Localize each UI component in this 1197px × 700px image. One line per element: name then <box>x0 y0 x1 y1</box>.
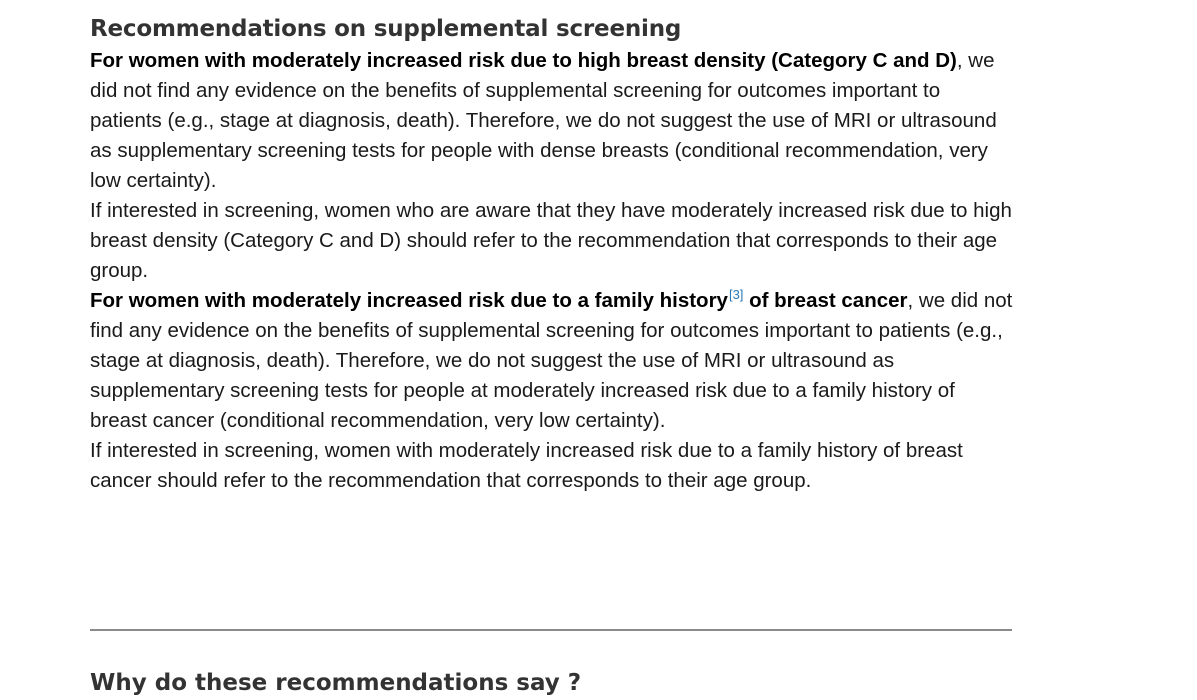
next-section-title: Why do these recommendations say ? <box>90 670 582 696</box>
footnote-link[interactable]: [3] <box>728 287 744 303</box>
section-title: Recommendations on supplemental screening <box>90 16 682 42</box>
paragraph-body: , we did not find any evidence on the benefits of supplemental screening for outcomes important to patients (e.g., stage at diagnosis, death). Therefore, we do not suggest the use of MRI or ultrasound as supplementary screening tests for people with dense breasts (conditional recommendation, very low certainty). <box>90 49 997 192</box>
footnote-reference <box>729 287 743 302</box>
paragraph-dense-breasts-recommendation <box>90 46 1015 196</box>
paragraph-family-history-guidance: If interested in screening, women with moderately increased risk due to a family history of breast cancer should refer to the recommendation that corresponds to their age group. <box>90 439 963 492</box>
paragraph-dense-breasts-guidance: If interested in screening, women who are aware that they have moderately increased risk due to high breast density (Category C and D) should refer to the recommendation that corresponds to their age group. <box>90 199 1012 282</box>
paragraph-family-history-recommendation <box>90 286 1015 436</box>
main-content <box>90 0 1015 496</box>
paragraph-bold-tail: of breast cancer <box>743 289 908 312</box>
paragraph-body: , we did not find any evidence on the benefits of supplemental screening for outcomes important to patients (e.g., stage at diagnosis, death). Therefore, we do not suggest the use of MRI or ultrasound as supplementary screening tests for people at moderately increased risk due to a family history of breast cancer (conditional recommendation, very low certainty). <box>90 289 1013 432</box>
paragraph-bold-lead: For women with moderately increased risk due to high breast density (Category C and D) <box>90 49 957 72</box>
paragraph-bold-lead: For women with moderately increased risk due to a family history <box>90 289 728 312</box>
section-divider <box>90 629 1012 631</box>
